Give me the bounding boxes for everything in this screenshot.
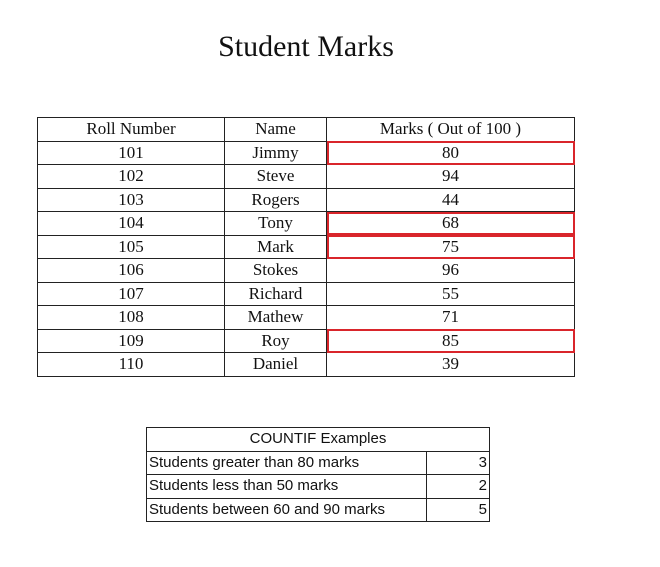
page-title: Student Marks	[218, 30, 394, 63]
name-cell[interactable]: Rogers	[225, 188, 327, 212]
roll-cell[interactable]: 105	[38, 235, 225, 259]
marks-cell[interactable]: 44	[327, 188, 575, 212]
table-row	[38, 212, 575, 236]
table-row	[38, 235, 575, 259]
roll-cell[interactable]: 102	[38, 165, 225, 189]
marks-cell[interactable]: 39	[327, 353, 575, 377]
name-cell[interactable]: Mathew	[225, 306, 327, 330]
countif-header: COUNTIF Examples	[147, 428, 490, 452]
marks-cell[interactable]: 96	[327, 259, 575, 283]
header-marks: Marks ( Out of 100 )	[327, 118, 575, 142]
countif-label-cell[interactable]: Students between 60 and 90 marks	[147, 498, 427, 522]
table-row	[38, 141, 575, 165]
countif-examples-table	[146, 427, 490, 522]
table-row	[38, 353, 575, 377]
name-cell[interactable]: Stokes	[225, 259, 327, 283]
roll-cell[interactable]: 104	[38, 212, 225, 236]
table-header-row	[38, 118, 575, 142]
name-cell[interactable]: Daniel	[225, 353, 327, 377]
countif-header-row	[147, 428, 490, 452]
table-row	[38, 306, 575, 330]
roll-cell[interactable]: 107	[38, 282, 225, 306]
countif-label-cell[interactable]: Students less than 50 marks	[147, 475, 427, 499]
countif-value-cell[interactable]: 2	[427, 475, 490, 499]
table-row	[38, 329, 575, 353]
table-row	[147, 451, 490, 475]
marks-cell[interactable]: 55	[327, 282, 575, 306]
roll-cell[interactable]: 108	[38, 306, 225, 330]
name-cell[interactable]: Richard	[225, 282, 327, 306]
marks-cell[interactable]: 85	[327, 329, 575, 353]
roll-cell[interactable]: 110	[38, 353, 225, 377]
name-cell[interactable]: Roy	[225, 329, 327, 353]
table-row	[147, 498, 490, 522]
header-name: Name	[225, 118, 327, 142]
countif-label-cell[interactable]: Students greater than 80 marks	[147, 451, 427, 475]
roll-cell[interactable]: 101	[38, 141, 225, 165]
header-roll-number: Roll Number	[38, 118, 225, 142]
table-row	[147, 475, 490, 499]
countif-value-cell[interactable]: 5	[427, 498, 490, 522]
countif-value-cell[interactable]: 3	[427, 451, 490, 475]
marks-cell[interactable]: 75	[327, 235, 575, 259]
table-row	[38, 282, 575, 306]
marks-cell[interactable]: 80	[327, 141, 575, 165]
table-row	[38, 259, 575, 283]
marks-cell[interactable]: 94	[327, 165, 575, 189]
name-cell[interactable]: Tony	[225, 212, 327, 236]
student-marks-table	[37, 117, 575, 377]
table-row	[38, 165, 575, 189]
name-cell[interactable]: Steve	[225, 165, 327, 189]
roll-cell[interactable]: 109	[38, 329, 225, 353]
marks-cell[interactable]: 71	[327, 306, 575, 330]
roll-cell[interactable]: 106	[38, 259, 225, 283]
name-cell[interactable]: Mark	[225, 235, 327, 259]
table-row	[38, 188, 575, 212]
name-cell[interactable]: Jimmy	[225, 141, 327, 165]
roll-cell[interactable]: 103	[38, 188, 225, 212]
marks-cell[interactable]: 68	[327, 212, 575, 236]
